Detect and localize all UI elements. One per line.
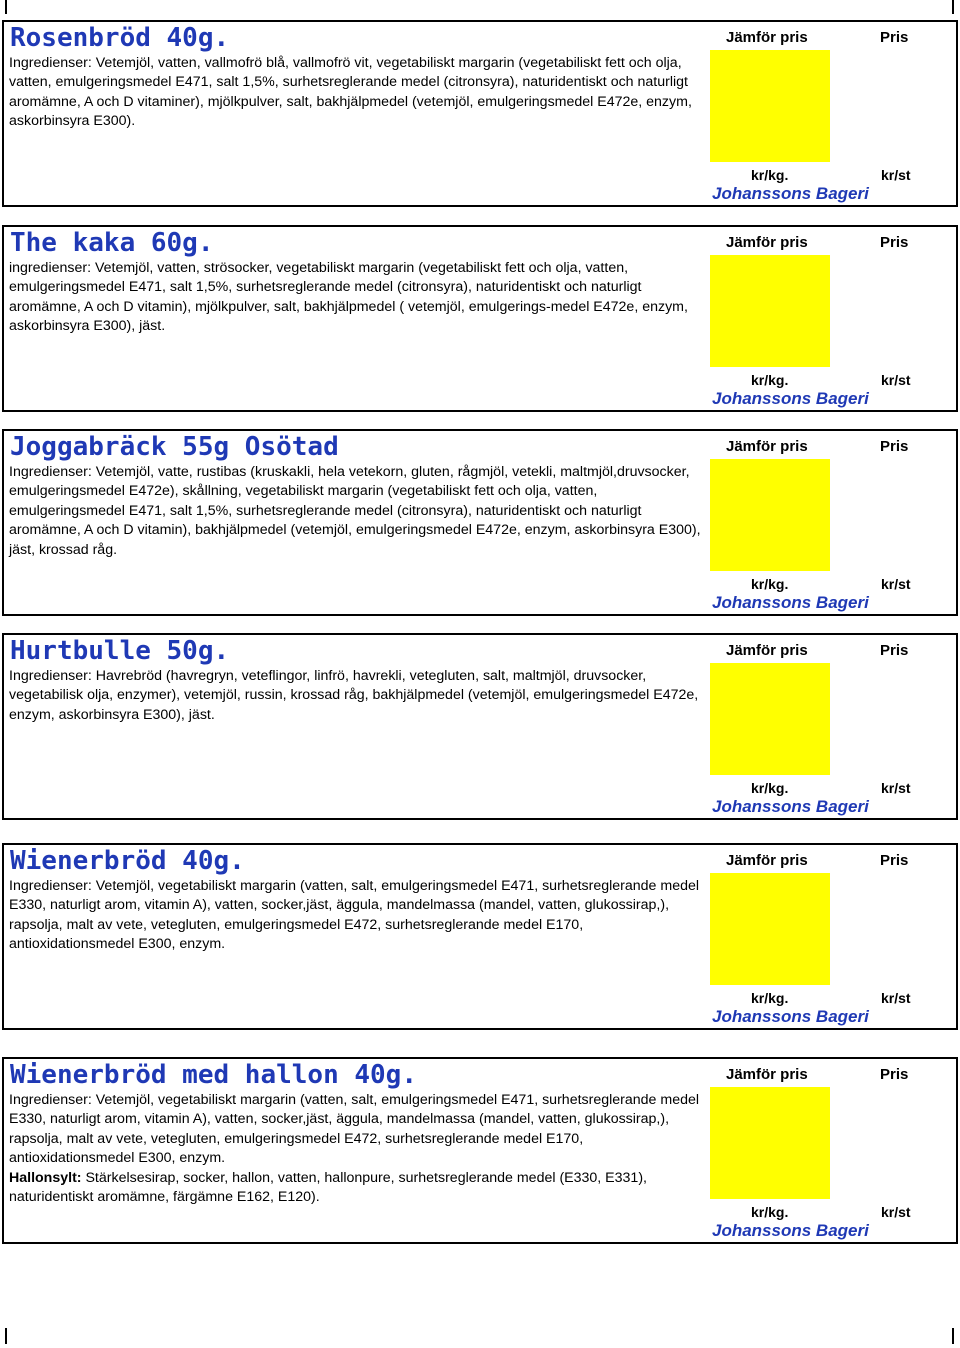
ingredients-text xyxy=(9,463,709,560)
product-label-rosenbrod xyxy=(2,20,958,207)
unit-per-kg: kr/kg. xyxy=(751,780,789,796)
bakery-name: Johanssons Bageri xyxy=(712,1007,869,1026)
ingredients-text xyxy=(9,667,709,725)
product-title: The kaka 60g. xyxy=(10,228,214,258)
crop-mark-bottom-left xyxy=(5,1328,7,1344)
product-title: Joggabräck 55g Osötad xyxy=(10,432,339,462)
price-field xyxy=(710,459,830,571)
price-field xyxy=(710,1087,830,1199)
compare-price-heading: Jämför pris xyxy=(726,1066,808,1083)
compare-price-heading: Jämför pris xyxy=(726,438,808,455)
unit-per-piece: kr/st xyxy=(881,576,911,592)
unit-per-kg: kr/kg. xyxy=(751,372,789,388)
product-label-the-kaka xyxy=(2,225,958,412)
bakery-name: Johanssons Bageri xyxy=(712,593,869,612)
filling-label: Hallonsylt: xyxy=(9,1169,82,1186)
ingredients-text xyxy=(9,54,709,132)
price-field xyxy=(710,255,830,367)
product-label-hurtbulle xyxy=(2,633,958,820)
ingredients-text xyxy=(9,259,709,337)
crop-mark-top-right xyxy=(952,0,954,14)
price-field xyxy=(710,873,830,985)
ingredients-text xyxy=(9,877,709,955)
ingredients-paragraph: Ingredienser: Vetemjöl, vatten, vallmofrö blå, vallmofrö vit, vegetabiliskt margarin (vegetabiliskt fett och olja, vatten, emulgeringsmedel E471, salt 1,5%, surhetsreglerande medel (citronsyra), naturidentiskt och naturligt aromämne, A och D vitaminer), mjölkpulver, salt, bakhjälpmedel (vetemjöl, emulgeringsmedel E472e, enzym, askorbinsyra E300). xyxy=(9,55,692,130)
price-heading: Pris xyxy=(880,1066,909,1083)
price-heading: Pris xyxy=(880,642,909,659)
filling-text: Stärkelsesirap, socker, hallon, vatten, hallonpure, surhetsreglerande medel (E330, E331), naturidentiskt aromämne, färgämne E162, E120). xyxy=(9,1169,647,1206)
bakery-name: Johanssons Bageri xyxy=(712,1221,869,1240)
ingredients-paragraph: Ingredienser: Vetemjöl, vatte, rustibas (kruskakli, hela vetekorn, gluten, rågmjöl, vetekli, maltmjöl,druvsocker, emulgeringsmedel E472e), skållning, vegetabiliskt margarin (vegetabiliskt fett och olja, vatten, emulgeringsmedel E471, salt 1,5%, surhetsreglerande medel (citronsyra), naturidentiskt och naturligt aromämne, A och D vitamin), bakhjälpmedel (vetemjöl, emulgeringsmedel E472e, enzym, askorbinsyra E300), jäst, krossad råg. xyxy=(9,464,701,558)
product-label-joggabrack xyxy=(2,429,958,616)
ingredients-paragraph: ingredienser: Vetemjöl, vatten, strösocker, vegetabiliskt margarin (vegetabiliskt fett och olja, vatten, emulgeringsmedel E471, salt 1,5%, surhetsreglerande medel (citronsyra), naturidentiskt och naturligt aromämne, A och D vitamin), mjölkpulver, salt, bakhjälpmedel ( vetemjöl, emulgerings-medel E472e, enzym, askorbinsyra E300), jäst. xyxy=(9,260,688,335)
price-heading: Pris xyxy=(880,438,909,455)
product-title: Wienerbröd 40g. xyxy=(10,846,245,876)
product-title: Rosenbröd 40g. xyxy=(10,23,230,53)
unit-per-kg: kr/kg. xyxy=(751,1204,789,1220)
product-label-wienerbrod-hallon xyxy=(2,1057,958,1244)
bakery-name: Johanssons Bageri xyxy=(712,797,869,816)
product-title: Hurtbulle 50g. xyxy=(10,636,230,666)
unit-per-piece: kr/st xyxy=(881,780,911,796)
compare-price-heading: Jämför pris xyxy=(726,234,808,251)
unit-per-kg: kr/kg. xyxy=(751,576,789,592)
filling-paragraph xyxy=(9,1169,709,1208)
unit-per-piece: kr/st xyxy=(881,1204,911,1220)
compare-price-heading: Jämför pris xyxy=(726,29,808,46)
bakery-name: Johanssons Bageri xyxy=(712,389,869,408)
bakery-name: Johanssons Bageri xyxy=(712,184,869,203)
unit-per-piece: kr/st xyxy=(881,990,911,1006)
unit-per-piece: kr/st xyxy=(881,167,911,183)
price-heading: Pris xyxy=(880,234,909,251)
ingredients-paragraph: Ingredienser: Vetemjöl, vegetabiliskt margarin (vatten, salt, emulgeringsmedel E471, surhetsreglerande medel E330, naturligt arom, vitamin A), vatten, socker,jäst, äggula, mandelmassa (mandel, vatten, glukossirap,), rapsolja, malt av vete, vetegluten, emulgeringsmedel E472, surhetsreglerande medel E170, antioxidationsmedel E300, enzym. xyxy=(9,1092,700,1167)
ingredients-paragraph: Ingredienser: Vetemjöl, vegetabiliskt margarin (vatten, salt, emulgeringsmedel E471, surhetsreglerande medel E330, naturligt arom, vitamin A), vatten, socker,jäst, äggula, mandelmassa (mandel, vatten, glukossirap,), rapsolja, malt av vete, vetegluten, emulgeringsmedel E472, surhetsreglerande medel E170, antioxidationsmedel E300, enzym. xyxy=(9,878,700,953)
ingredients-paragraph: Ingredienser: Havrebröd (havregryn, veteflingor, linfrö, havrekli, vetegluten, salt, maltmjöl, druvsocker, vegetabilisk olja, enzymer), vetemjöl, russin, krossad råg, bakhjälpmedel (vetemjöl, emulgeringsmedel E472e, enzym, askorbinsyra E300), jäst. xyxy=(9,668,699,723)
unit-per-kg: kr/kg. xyxy=(751,167,789,183)
ingredients-text xyxy=(9,1091,709,1207)
compare-price-heading: Jämför pris xyxy=(726,642,808,659)
crop-mark-bottom-right xyxy=(952,1328,954,1344)
compare-price-heading: Jämför pris xyxy=(726,852,808,869)
price-field xyxy=(710,50,830,162)
price-field xyxy=(710,663,830,775)
unit-per-piece: kr/st xyxy=(881,372,911,388)
price-heading: Pris xyxy=(880,29,909,46)
product-label-wienerbrod xyxy=(2,843,958,1030)
crop-mark-top-left xyxy=(5,0,7,14)
unit-per-kg: kr/kg. xyxy=(751,990,789,1006)
price-heading: Pris xyxy=(880,852,909,869)
product-title: Wienerbröd med hallon 40g. xyxy=(10,1060,417,1090)
